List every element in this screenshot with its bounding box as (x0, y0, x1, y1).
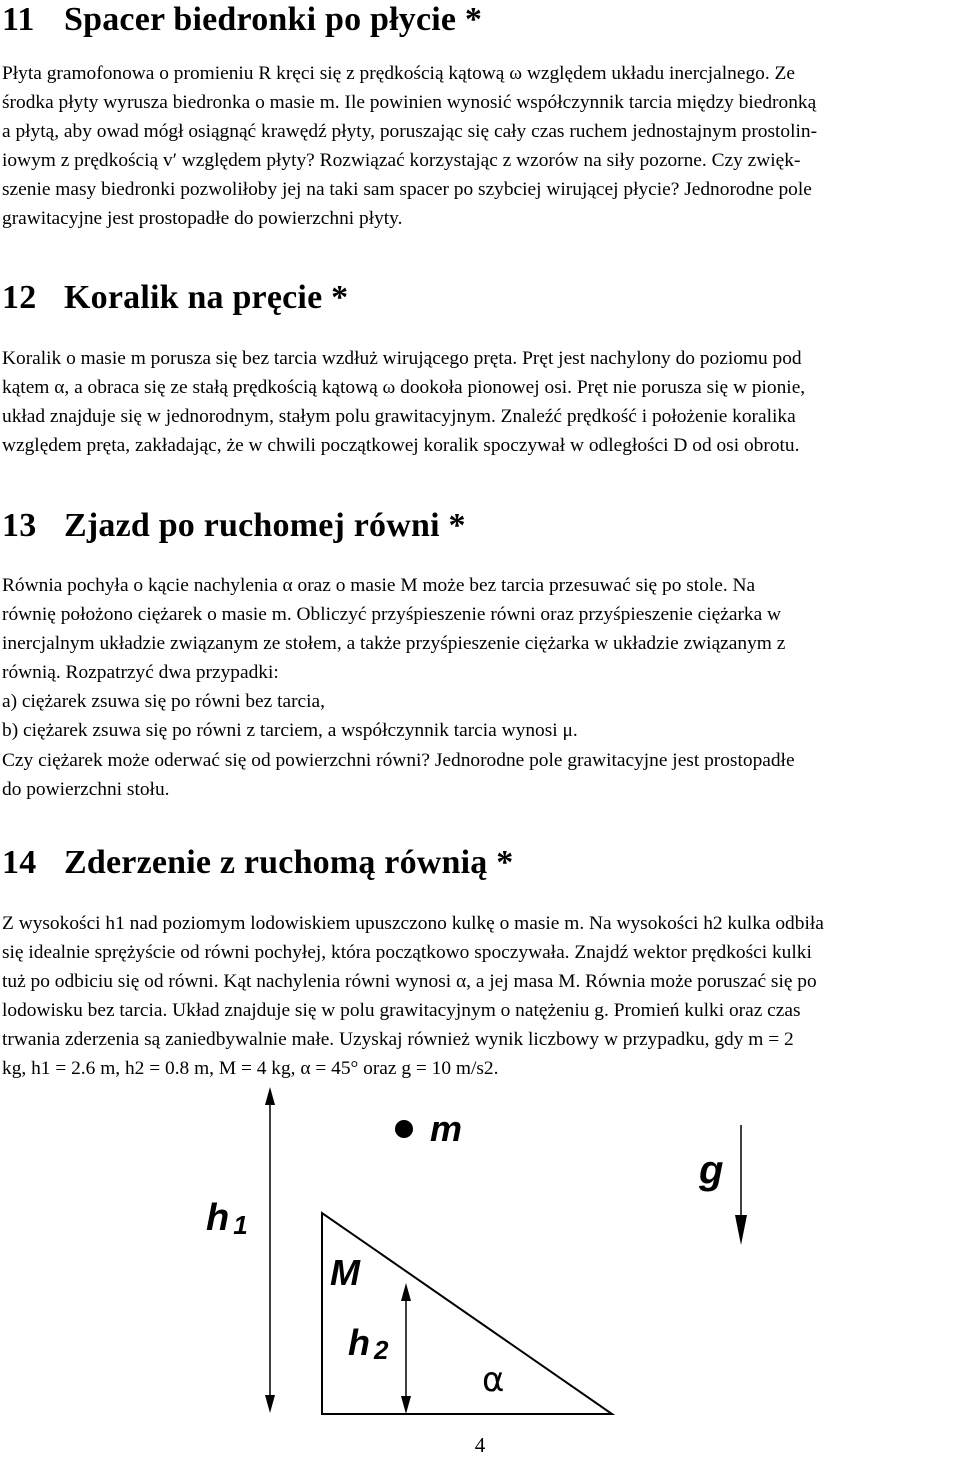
text-line: trwania zderzenia są zaniedbywalnie małe. Uzyskaj również wynik liczbowy w przypadku, gdy m = 2 (2, 1029, 794, 1051)
section-text (2, 344, 956, 460)
text-line: Równia pochyła o kącie nachylenia α oraz o masie M może bez tarcia przesuwać się po stole. Na (2, 575, 756, 596)
section-heading (2, 0, 956, 40)
gravity-arrow-icon (735, 1125, 747, 1245)
text-line: szenie masy biedronki pozwoliłoby jej na taki sam spacer po szybciej wirującej płycie? Jednorodne pole (2, 179, 812, 201)
text-line: do powierzchni stołu. (2, 778, 170, 800)
page-number: 4 (474, 1433, 486, 1457)
section-text (2, 59, 956, 234)
section-heading (2, 843, 956, 883)
text-line: Czy ciężarek może oderwać się od powierzchni równi? Jednorodne pole grawitacyjne jest prostopadłe (2, 749, 795, 771)
h1-label: h 1 (206, 1197, 248, 1240)
section-number: 14 (2, 844, 37, 881)
text-line: względem pręta, zakładając, że w chwili początkowej koralik spoczywał w odległości D od osi obrotu. (2, 435, 800, 457)
section-heading (2, 506, 956, 546)
text-line: tuż po odbiciu się od równi. Kąt nachylenia równi wynosi α, a jej masa M. Równia może poruszać się po (2, 971, 817, 993)
h2-label: h 2 (348, 1322, 389, 1365)
text-line: kątem α, a obraca się ze stałą prędkością kątową ω dookoła pionowej osi. Pręt nie porusza się w pionie, (2, 377, 806, 399)
text-line: Płyta gramofonowa o promieniu R kręci się z prędkością kątową ω względem układu inercjalnego. Ze (2, 63, 795, 84)
h1-arrow (265, 1087, 275, 1413)
text-line: się idealnie sprężyście od równi pochyłej, która początkowo spoczywała. Znajdź wektor prędkości kulki (2, 942, 812, 964)
section-text (2, 909, 956, 1084)
section-title: Spacer biedronki po płycie * (64, 1, 483, 38)
section-title: Koralik na pręcie * (64, 279, 349, 316)
text-line: grawitacyjne jest prostopadłe do powierzchni płyty. (2, 208, 403, 230)
mass-m-label: m (430, 1108, 463, 1149)
inclined-plane-figure (0, 1085, 960, 1425)
text-line: b) ciężarek zsuwa się po równi z tarciem, a współczynnik tarcia wynosi μ. (2, 720, 578, 742)
section-title: Zderzenie z ruchomą równią * (64, 844, 514, 881)
text-line: a) ciężarek zsuwa się po równi bez tarcia, (2, 691, 326, 713)
gravity-g-label: g (699, 1148, 724, 1192)
text-line: Koralik o masie m porusza się bez tarcia wzdłuż wirującego pręta. Pręt jest nachylony do poziomu pod (2, 348, 802, 369)
section-number: 13 (2, 507, 37, 544)
section-12 (2, 278, 956, 457)
text-line: kg, h1 = 2.6 m, h2 = 0.8 m, M = 4 kg, α = 45° oraz g = 10 m/s2. (2, 1058, 499, 1080)
section-number: 11 (2, 1, 35, 38)
section-13 (2, 506, 956, 800)
section-14 (2, 843, 956, 1080)
section-number: 12 (2, 279, 37, 316)
text-line: Z wysokości h1 nad poziomym lodowiskiem upuszczono kulkę o masie m. Na wysokości h2 kulka odbiła (2, 913, 824, 934)
h2-arrow (401, 1283, 411, 1414)
text-line: równię położono ciężarek o masie m. Obliczyć przyśpieszenie równi oraz przyśpieszenie ciężarka w (2, 604, 782, 626)
section-text (2, 571, 956, 804)
mass-M-label: M (330, 1252, 360, 1293)
ball-icon (395, 1120, 413, 1138)
text-line: równią. Rozpatrzyć dwa przypadki: (2, 662, 279, 684)
text-line: a płytą, aby owad mógł osiągnąć krawędź płyty, poruszając się cały czas ruchem jednostajnym prostolin- (2, 121, 818, 143)
section-heading (2, 278, 956, 318)
text-line: środka płyty wyrusza biedronka o masie m. Ile powinien wynosić współczynnik tarcia między biedronką (2, 92, 817, 114)
text-line: iowym z prędkością v′ względem płyty? Rozwiązać korzystając z wzorów na siły pozorne. Czy zwięk- (2, 150, 801, 172)
angle-alpha-label: α (482, 1360, 505, 1400)
text-line: lodowisku bez tarcia. Układ znajduje się w polu grawitacyjnym o natężeniu g. Promień kulki oraz czas (2, 1000, 801, 1022)
section-11 (2, 0, 956, 230)
text-line: inercjalnym układzie związanym ze stołem, a także przyśpieszenie ciężarka w układzie związanym z (2, 633, 786, 655)
text-line: układ znajduje się w jednorodnym, stałym polu grawitacyjnym. Znaleźć prędkość i położenie koralika (2, 406, 796, 428)
inclined-plane (322, 1213, 612, 1414)
section-title: Zjazd po ruchomej równi * (64, 507, 466, 544)
